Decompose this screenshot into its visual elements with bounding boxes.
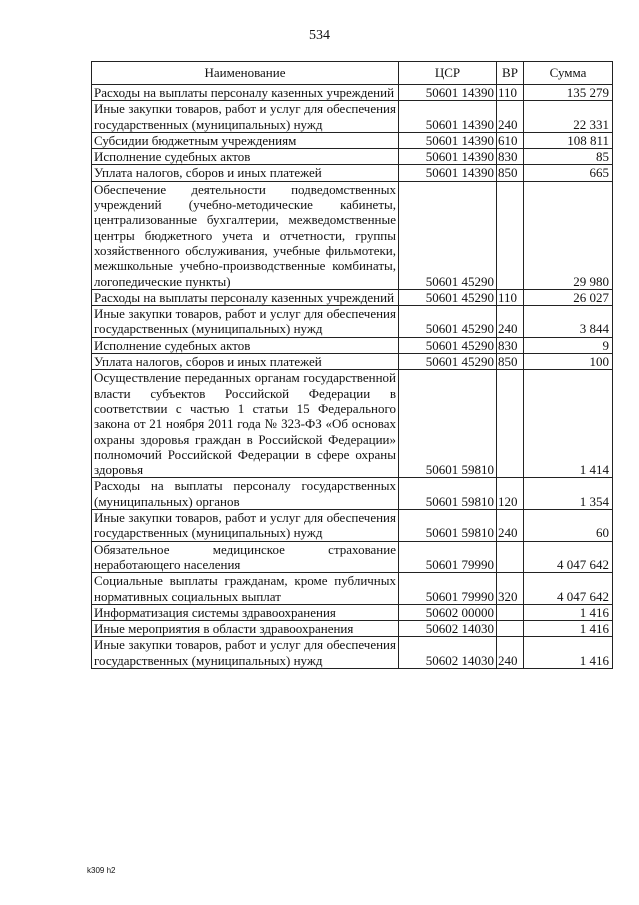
table-body [92,85,613,669]
row-vr: 320 [497,573,524,605]
header-sum: Сумма [524,62,613,85]
row-name: Исполнение судебных актов [92,149,399,165]
table-row [92,621,613,637]
row-name: Социальные выплаты гражданам, кроме публичных нормативных социальных выплат [92,573,399,605]
table-row [92,573,613,605]
row-csr: 50601 79990 [399,573,497,605]
row-vr [497,604,524,620]
footer-code: k309 h2 [87,866,116,875]
row-csr: 50602 14030 [399,621,497,637]
row-name: Иные закупки товаров, работ и услуг для обеспечения государственных (муниципальных) нужд [92,510,399,542]
row-name: Иные закупки товаров, работ и услуг для обеспечения государственных (муниципальных) нужд [92,637,399,669]
row-sum: 100 [524,354,613,370]
row-vr: 120 [497,478,524,510]
row-csr: 50601 45290 [399,306,497,338]
page-number: 534 [309,28,330,43]
row-vr [497,181,524,289]
table-row [92,306,613,338]
row-csr: 50601 14390 [399,85,497,101]
budget-table [91,61,613,669]
row-csr: 50601 45290 [399,354,497,370]
table-row [92,85,613,101]
table-row [92,132,613,148]
table-row [92,181,613,289]
row-sum: 4 047 642 [524,541,613,573]
row-name: Иные закупки товаров, работ и услуг для обеспечения государственных (муниципальных) нужд [92,101,399,133]
row-sum: 26 027 [524,289,613,305]
row-name: Информатизация системы здравоохранения [92,604,399,620]
header-vr: ВР [497,62,524,85]
row-name: Осуществление переданных органам государственной власти субъектов Российской Федерации в соответствии с частью 1 статьи 15 Федерального закона от 21 ноября 2011 года № 323-ФЗ «Об основах охраны здоровья граждан в Российской Федерации» полномочий Российской Федерации в сфере охраны здоровья [92,370,399,478]
row-name: Иные закупки товаров, работ и услуг для обеспечения государственных (муниципальных) нужд [92,306,399,338]
row-name: Исполнение судебных актов [92,337,399,353]
row-vr: 240 [497,637,524,669]
row-csr: 50601 59810 [399,370,497,478]
row-name: Иные мероприятия в области здравоохранения [92,621,399,637]
row-name: Обязательное медицинское страхование неработающего населения [92,541,399,573]
row-name: Расходы на выплаты персоналу казенных учреждений [92,289,399,305]
row-csr: 50601 14390 [399,101,497,133]
row-sum: 22 331 [524,101,613,133]
row-vr [497,541,524,573]
row-sum: 85 [524,149,613,165]
header-csr: ЦСР [399,62,497,85]
row-name: Расходы на выплаты персоналу государственных (муниципальных) органов [92,478,399,510]
row-name: Уплата налогов, сборов и иных платежей [92,354,399,370]
row-sum: 3 844 [524,306,613,338]
table-row [92,510,613,542]
row-vr: 240 [497,306,524,338]
row-sum: 135 279 [524,85,613,101]
row-sum: 1 416 [524,621,613,637]
row-vr: 240 [497,510,524,542]
row-sum: 4 047 642 [524,573,613,605]
table-row [92,541,613,573]
row-vr: 830 [497,149,524,165]
row-name: Расходы на выплаты персоналу казенных учреждений [92,85,399,101]
row-csr: 50602 14030 [399,637,497,669]
row-sum: 9 [524,337,613,353]
row-name: Субсидии бюджетным учреждениям [92,132,399,148]
row-vr: 610 [497,132,524,148]
row-csr: 50601 59810 [399,478,497,510]
row-sum: 29 980 [524,181,613,289]
row-csr: 50601 14390 [399,165,497,181]
table-row [92,101,613,133]
row-name: Обеспечение деятельности подведомственных учреждений (учебно-методические кабинеты, централизованные бухгалтерии, межведомственные центры бюджетного учета и отчетности, группы хозяйственного обслуживания, учебные фильмотеки, межшкольные учебно-производственные комбинаты, логопедические пункты) [92,181,399,289]
row-csr: 50601 59810 [399,510,497,542]
row-sum: 1 416 [524,604,613,620]
row-csr: 50602 00000 [399,604,497,620]
row-vr: 850 [497,165,524,181]
row-vr: 110 [497,289,524,305]
row-csr: 50601 45290 [399,289,497,305]
row-vr [497,621,524,637]
table-row [92,354,613,370]
row-csr: 50601 14390 [399,132,497,148]
row-csr: 50601 79990 [399,541,497,573]
table-row [92,337,613,353]
row-sum: 665 [524,165,613,181]
row-vr: 110 [497,85,524,101]
table-row [92,149,613,165]
table-row [92,289,613,305]
table-row [92,478,613,510]
row-sum: 1 416 [524,637,613,669]
header-name: Наименование [92,62,399,85]
row-vr [497,370,524,478]
row-vr: 850 [497,354,524,370]
row-csr: 50601 45290 [399,337,497,353]
row-sum: 108 811 [524,132,613,148]
table-row [92,370,613,478]
row-sum: 1 414 [524,370,613,478]
row-csr: 50601 45290 [399,181,497,289]
row-csr: 50601 14390 [399,149,497,165]
table-row [92,604,613,620]
row-vr: 830 [497,337,524,353]
row-name: Уплата налогов, сборов и иных платежей [92,165,399,181]
table-header-row [92,62,613,85]
table-row [92,165,613,181]
table-row [92,637,613,669]
row-sum: 1 354 [524,478,613,510]
row-sum: 60 [524,510,613,542]
row-vr: 240 [497,101,524,133]
